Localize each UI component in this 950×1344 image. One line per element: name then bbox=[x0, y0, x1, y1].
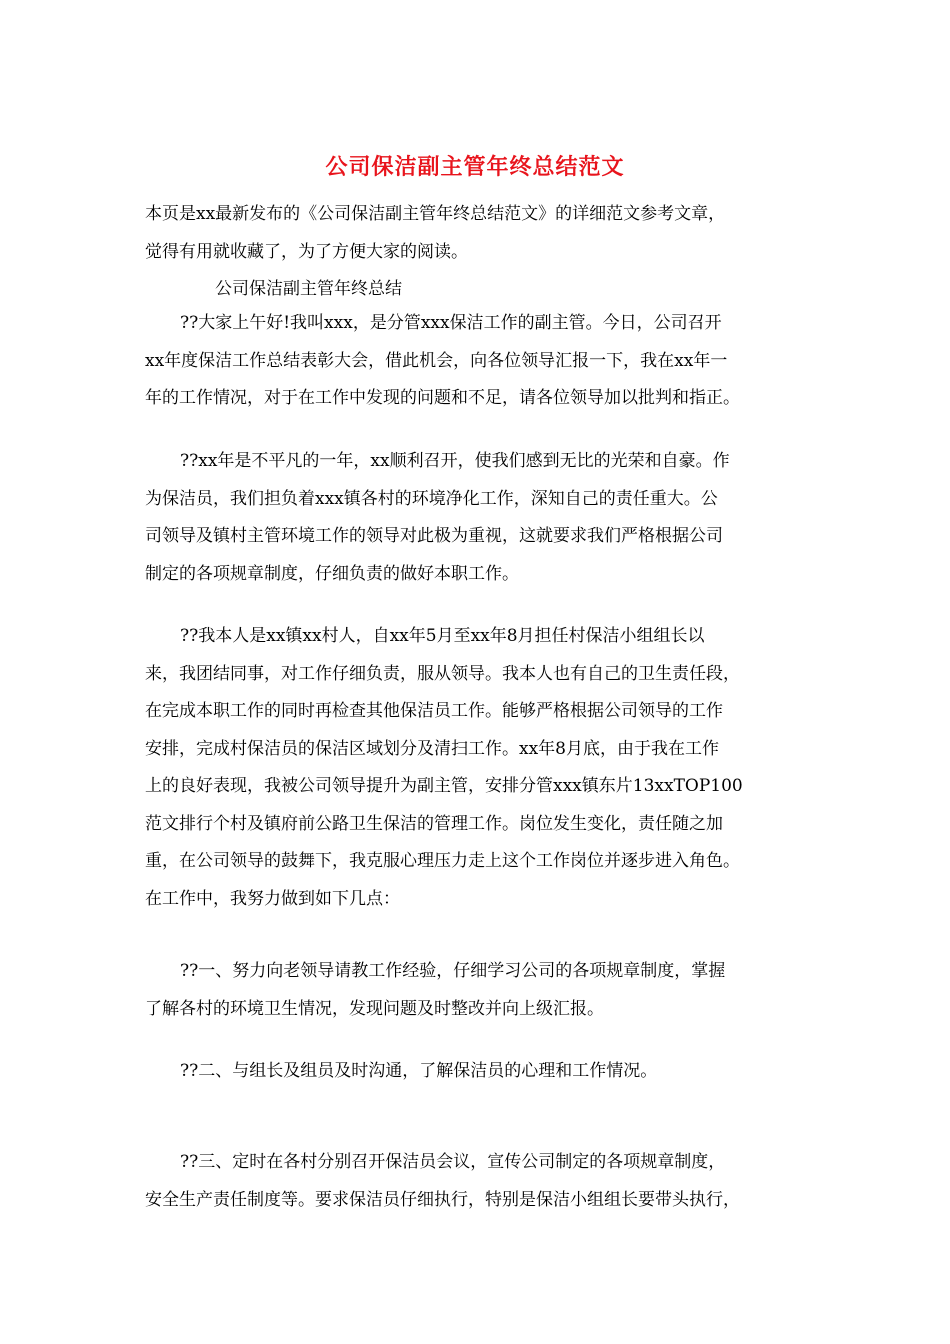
paragraph-line: 在工作中，我努力做到如下几点： bbox=[145, 888, 400, 909]
document-title: 公司保洁副主管年终总结范文 bbox=[325, 154, 625, 180]
paragraph-line: 年的工作情况，对于在工作中发现的问题和不足，请各位领导加以批判和指正。 bbox=[145, 388, 740, 408]
intro-line: 本页是xx最新发布的《公司保洁副主管年终总结范文》的详细范文参考文章， bbox=[145, 204, 726, 224]
paragraph-line: 范文排行个村及镇府前公路卫生保洁的管理工作。岗位发生变化，责任随之加 bbox=[145, 813, 723, 834]
paragraph-line: ??大家上午好!我叫xxx，是分管xxx保洁工作的副主管。今日，公司召开 bbox=[180, 313, 722, 333]
document-subtitle: 公司保洁副主管年终总结 bbox=[215, 279, 402, 299]
paragraph-line: 在完成本职工作的同时再检查其他保洁员工作。能够严格根据公司领导的工作 bbox=[145, 701, 723, 721]
paragraph bbox=[145, 953, 810, 1028]
intro-line: 觉得有用就收藏了，为了方便大家的阅读。 bbox=[145, 241, 468, 262]
paragraph-line: 为保洁员，我们担负着xxx镇各村的环境净化工作，深知自己的责任重大。公 bbox=[145, 488, 718, 509]
paragraph-line: 安全生产责任制度等。要求保洁员仔细执行，特别是保洁小组组长要带头执行， bbox=[145, 1189, 740, 1210]
paragraph bbox=[145, 305, 810, 418]
paragraph-line: 上的良好表现，我被公司领导提升为副主管，安排分管xxx镇东片13xxTOP100 bbox=[145, 776, 743, 796]
paragraph bbox=[145, 443, 810, 593]
paragraph-line: ??三、定时在各村分别召开保洁员会议，宣传公司制定的各项规章制度， bbox=[180, 1152, 726, 1172]
paragraph-line: 制定的各项规章制度，仔细负责的做好本职工作。 bbox=[145, 563, 519, 584]
paragraph-line: 司领导及镇村主管环境工作的领导对此极为重视，这就要求我们严格根据公司 bbox=[145, 526, 723, 546]
paragraph-line: 安排，完成村保洁员的保洁区域划分及清扫工作。xx年8月底，由于我在工作 bbox=[145, 738, 719, 759]
paragraph bbox=[145, 1144, 810, 1219]
paragraph-line: ??xx年是不平凡的一年，xx顺利召开，使我们感到无比的光荣和自豪。作 bbox=[180, 451, 730, 471]
paragraph bbox=[145, 618, 810, 918]
paragraph-line: ??一、努力向老领导请教工作经验，仔细学习公司的各项规章制度，掌握 bbox=[180, 961, 726, 981]
paragraph-line: xx年度保洁工作总结表彰大会，借此机会，向各位领导汇报一下，我在xx年一 bbox=[145, 350, 728, 371]
paragraph-line: ??我本人是xx镇xx村人，自xx年5月至xx年8月担任村保洁小组组长以 bbox=[180, 626, 705, 646]
paragraph-line: 来，我团结同事，对工作仔细负责，服从领导。我本人也有自己的卫生责任段， bbox=[145, 663, 740, 684]
paragraph-line: ??二、与组长及组员及时沟通，了解保洁员的心理和工作情况。 bbox=[180, 1061, 658, 1081]
intro-text bbox=[145, 196, 810, 309]
paragraph bbox=[145, 1053, 810, 1091]
paragraph-line: 重，在公司领导的鼓舞下，我克服心理压力走上这个工作岗位并逐步进入角色。 bbox=[145, 851, 740, 871]
paragraph-line: 了解各村的环境卫生情况，发现问题及时整改并向上级汇报。 bbox=[145, 998, 604, 1019]
